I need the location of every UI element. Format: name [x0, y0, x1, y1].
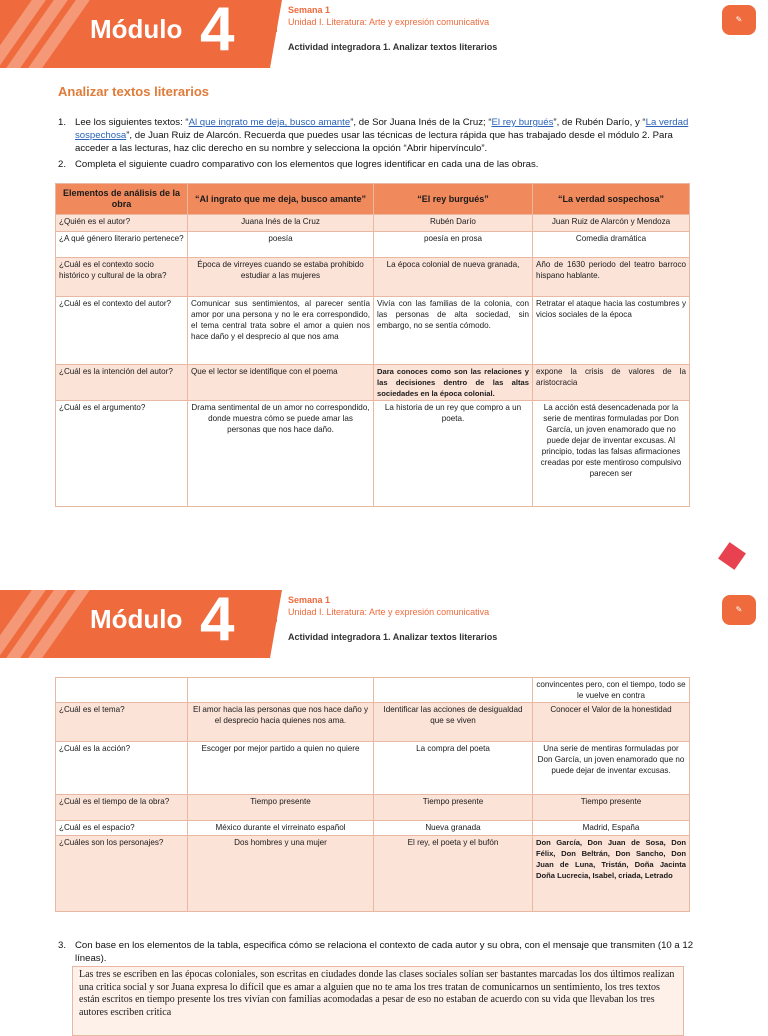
header-white-panel [270, 0, 768, 68]
page-header [0, 0, 768, 68]
text-run: ”, de Juan Ruiz de Alarcón. Recuerda que puedes usar las técnicas de lectura rápida que has trabajado desde el módulo 2. Para acceder a las lecturas, haz clic derecho en su nombre y selecciona la opción “Abrir hipervínculo”. [75, 130, 673, 154]
table-cell: Juan Ruiz de Alarcón y Mendoza [533, 215, 690, 232]
table-cell: Retratar el ataque hacia las costumbres y vicios sociales de la época [533, 297, 690, 365]
module-label: Módulo [90, 14, 183, 44]
unit-label: Unidad I. Literatura: Arte y expresión comunicativa [288, 17, 490, 27]
table-cell: Escoger por mejor partido a quien no quiere [188, 742, 374, 795]
table-header: “La verdad sospechosa” [533, 184, 690, 215]
table-cell: ¿Cuál es el argumento? [56, 401, 188, 507]
table-cell: Drama sentimental de un amor no correspondido, donde muestra cómo se puede amar las personas que nos hace daño. [188, 401, 374, 507]
activity-label: Actividad integradora 1. Analizar textos literarios [288, 42, 498, 52]
instruction-2 [58, 158, 698, 172]
table-cell: ¿Cuál es el tema? [56, 703, 188, 742]
link-al-que-ingrato[interactable]: Al que ingrato me deja, busco amante [188, 117, 351, 128]
table-row [56, 821, 690, 836]
instruction-number: 1. [58, 117, 67, 128]
table-cell: Que el lector se identifique con el poema [188, 365, 374, 401]
header-divider [276, 596, 277, 622]
table-cell: ¿Cuál es el espacio? [56, 821, 188, 836]
instruction-3 [58, 939, 698, 965]
table-cell: La compra del poeta [374, 742, 533, 795]
table-cell [188, 678, 374, 703]
instruction-number: 3. [58, 940, 67, 951]
instruction-1 [58, 116, 698, 156]
table-cell: El rey, el poeta y el bufón [374, 836, 533, 912]
table-cell: ¿A qué género literario pertenece? [56, 232, 188, 258]
table-row [56, 215, 690, 232]
week-label: Semana 1 [288, 595, 331, 605]
link-la-verdad-sospechosa[interactable]: La verdad sospechosa [75, 117, 689, 141]
instruction-text [75, 116, 695, 155]
table-row [56, 795, 690, 821]
instruction-text: Con base en los elementos de la tabla, especifica cómo se relaciona el contexto de cada autor y su obra, con el mensaje que transmiten (10 a 12 líneas). [75, 940, 694, 964]
table-row [56, 742, 690, 795]
text-run: Lee los siguientes textos: “ [75, 117, 189, 128]
header-white-panel [270, 590, 768, 658]
table-cell: La época colonial de nueva granada, [374, 258, 533, 297]
table-cell: poesía [188, 232, 374, 258]
text-run: ”, de Sor Juana Inés de la Cruz; “ [350, 117, 492, 128]
table-cell: ¿Cuál es la acción? [56, 742, 188, 795]
table-cell: Juana Inés de la Cruz [188, 215, 374, 232]
module-number: 4 [200, 585, 235, 654]
table-cell [56, 678, 188, 703]
comparison-table-continued [55, 677, 690, 912]
table-row [56, 297, 690, 365]
table-row [56, 365, 690, 401]
module-label: Módulo [90, 604, 183, 634]
table-header: “El rey burgués” [374, 184, 533, 215]
table-cell: Dos hombres y una mujer [188, 836, 374, 912]
week-label: Semana 1 [288, 5, 331, 15]
unit-label: Unidad I. Literatura: Arte y expresión comunicativa [288, 607, 490, 617]
table-cell: Época de virreyes cuando se estaba prohibido estudiar a las mujeres [188, 258, 374, 297]
table-cell: ¿Cuál es el contexto del autor? [56, 297, 188, 365]
table-cell: Comedia dramática [533, 232, 690, 258]
table-row [56, 401, 690, 507]
table-cell: Vivía con las familias de la colonia, con las personas de alta sociedad, sin embargo, no se sentía cómodo. [374, 297, 533, 365]
table-cell: La acción está desencadenada por la serie de mentiras formuladas por Don García, un joven enamorado que no puede dejar de inventar excusas. Al principio, todas las falsas afirmaciones creadas por este mentiroso compulsivo parecen ser [533, 401, 690, 507]
table-cell: Una serie de mentiras formuladas por Don García, un joven enamorado que no puede dejar de inventar excusas. [533, 742, 690, 795]
table-cell: México durante el virreinato español [188, 821, 374, 836]
activity-label: Actividad integradora 1. Analizar textos literarios [288, 632, 498, 642]
table-cell: Madrid, España [533, 821, 690, 836]
table-row [56, 703, 690, 742]
table-cell: poesía en prosa [374, 232, 533, 258]
header-divider [276, 6, 277, 32]
table-cell: Tiempo presente [374, 795, 533, 821]
comparison-table [55, 183, 690, 507]
table-row [56, 678, 690, 703]
instruction-number: 2. [58, 159, 67, 170]
table-cell: convincentes pero, con el tiempo, todo se le vuelve en contra [533, 678, 690, 703]
prepa-logo: ✎ [722, 5, 756, 35]
table-cell: ¿Quién es el autor? [56, 215, 188, 232]
table-row [56, 232, 690, 258]
table-cell: ¿Cuál es el tiempo de la obra? [56, 795, 188, 821]
table-cell: Tiempo presente [533, 795, 690, 821]
table-cell: Dara conoces como son las relaciones y las decisiones dentro de las altas sociedades en la época colonial. [374, 365, 533, 401]
table-cell: Comunicar sus sentimientos, al parecer sentía amor por una persona y no le era correspondido, el tema central trata sobre el amor a quien nos hace daño y el desprecio al que nos ama [188, 297, 374, 365]
page-header [0, 585, 768, 658]
answer-textbox[interactable]: Las tres se escriben en las épocas coloniales, son escritas en ciudades donde las clases sociales solían ser bastantes marcadas los dos últimos realizan una critica social y sor Juana expresa lo difícil que es amar a alguien que no te ama los tres tratan de comunicarnos un sentimiento, los tres textos están escritos en tiempo presente los tres vivían con familias acomodadas a pesar de eso no estaban de acuerdo con su vida que llevaban los tres autores escriben critica [72, 966, 684, 1036]
decorative-diamond [718, 542, 746, 570]
table-cell: ¿Cuáles son los personajes? [56, 836, 188, 912]
table-cell: Nueva granada [374, 821, 533, 836]
table-row [56, 258, 690, 297]
text-run: ”, de Rubén Darío, y “ [553, 117, 646, 128]
table-cell: El amor hacia las personas que nos hace daño y el desprecio hacia quienes nos ama. [188, 703, 374, 742]
table-cell: Año de 1630 periodo del teatro barroco hispano hablante. [533, 258, 690, 297]
table-cell: expone la crisis de valores de la aristocracia [533, 365, 690, 401]
module-number: 4 [200, 0, 235, 64]
instruction-text: Completa el siguiente cuadro comparativo con los elementos que logres identificar en cada una de las obras. [75, 159, 539, 170]
prepa-logo: ✎ [722, 595, 756, 625]
section-title: Analizar textos literarios [58, 84, 209, 99]
table-cell: Don García, Don Juan de Sosa, Don Félix, Don Beltrán, Don Sancho, Don Juan de Luna, Tristán, Doña Jacinta Doña Lucrecia, Isabel, criada, Letrado [533, 836, 690, 912]
table-cell [374, 678, 533, 703]
table-cell: La historia de un rey que compro a un poeta. [374, 401, 533, 507]
table-cell: ¿Cuál es el contexto socio histórico y cultural de la obra? [56, 258, 188, 297]
link-el-rey-burgues[interactable]: El rey burgués [491, 117, 554, 128]
table-row [56, 836, 690, 912]
table-header: Elementos de análisis de la obra [56, 184, 188, 215]
table-cell: Identificar las acciones de desigualdad que se viven [374, 703, 533, 742]
table-header: “Al ingrato que me deja, busco amante” [188, 184, 374, 215]
table-cell: Rubén Darío [374, 215, 533, 232]
table-cell: Conocer el Valor de la honestidad [533, 703, 690, 742]
table-cell: Tiempo presente [188, 795, 374, 821]
table-cell: ¿Cuál es la intención del autor? [56, 365, 188, 401]
